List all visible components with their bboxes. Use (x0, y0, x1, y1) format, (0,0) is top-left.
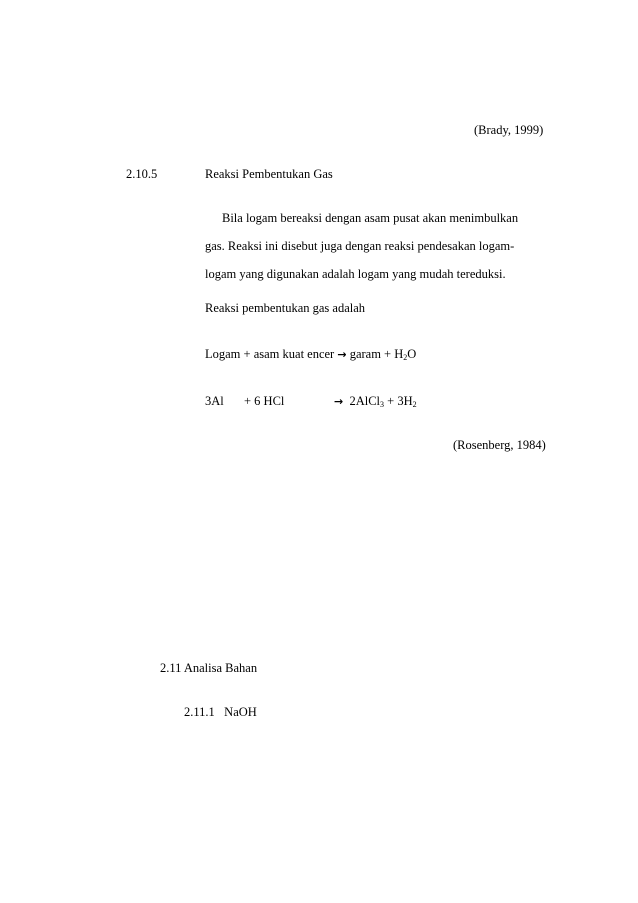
paragraph-line-1: Bila logam bereaksi dengan asam pusat akan menimbulkan (222, 211, 519, 225)
equation-2-term-2: + 6 HCl (244, 394, 285, 408)
equation-1-left: Logam + asam kuat encer (205, 347, 335, 361)
equation-2-product-1: 2AlCl$_3$ (349, 394, 385, 409)
section-number: 2.10.5 (126, 167, 158, 181)
citation-rosenberg: (Rosenberg, 1984) (453, 438, 546, 452)
paragraph-line-4: Reaksi pembentukan gas adalah (205, 301, 366, 315)
equation-2-term-1: 3Al (205, 394, 224, 408)
equation-2-products (334, 393, 417, 410)
paragraph-line-2: gas. Reaksi ini disebut juga dengan reaksi pendesakan logam- (205, 239, 515, 253)
equation-1 (205, 346, 416, 363)
citation-brady: (Brady, 1999) (474, 123, 544, 137)
heading-2-11: 2.11 Analisa Bahan (160, 661, 258, 675)
reaction-arrow-icon: → (334, 395, 344, 408)
equation-1-right: garam + $H_2O$ (349, 347, 417, 362)
equation-2-product-2: + $3H_2$ (387, 394, 417, 409)
section-title: Reaksi Pembentukan Gas (205, 167, 333, 181)
reaction-arrow-icon: → (337, 348, 347, 361)
heading-2-11-1: 2.11.1 NaOH (184, 705, 257, 719)
paragraph-line-3: logam yang digunakan adalah logam yang mudah tereduksi. (205, 267, 506, 281)
